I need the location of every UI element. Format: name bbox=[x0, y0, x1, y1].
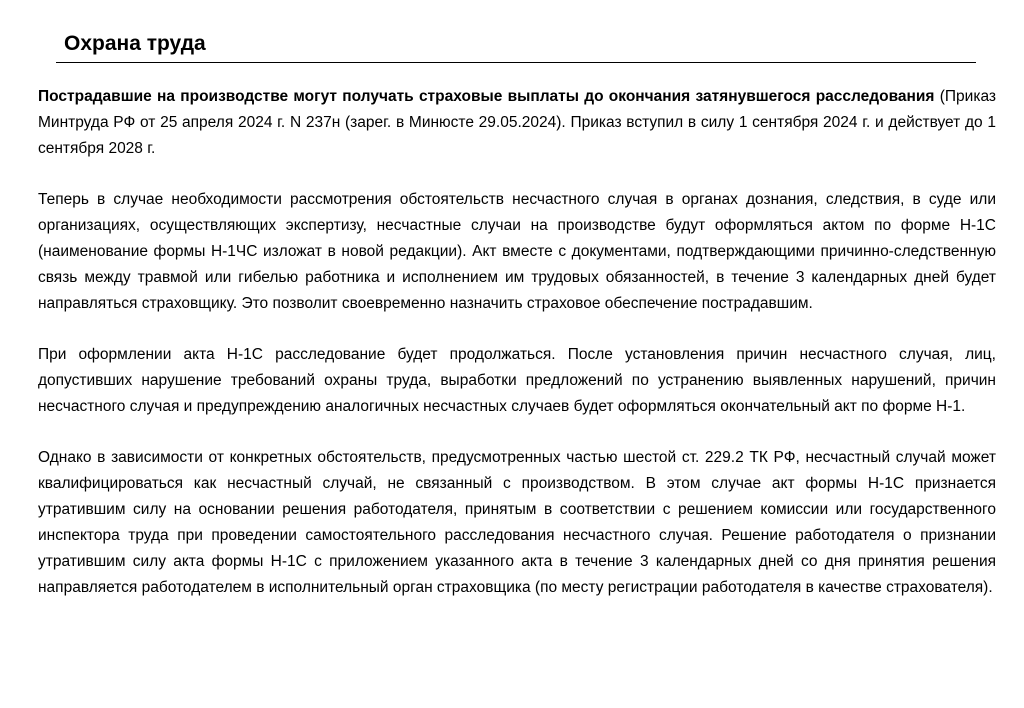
paragraph-intro-text: (Приказ Минтруда РФ от 25 апреля 2024 г. N 237н (зарег. в Минюсте 29.05.2024). Приказ вступил в силу 1 сентября 2024 г. и действует до 1 сентября 2028 г. bbox=[38, 88, 996, 157]
document-body bbox=[38, 84, 996, 601]
paragraph-exception: Однако в зависимости от конкретных обстоятельств, предусмотренных частью шестой ст. 229.2 ТК РФ, несчастный случай может квалифицироваться как несчастный случай, не связанный с производством. В этом случае акт формы Н-1С признается утратившим силу на основании решения работодателя, принятым в соответствии с решением комиссии или государственного инспектора труда при проведении самостоятельного расследования несчастного случая. Решение работодателя о признании утратившим силу акта формы Н-1С с приложением указанного акта в течение 3 календарных дней со дня принятия решения направляется работодателем в исполнительный орган страховщика (по месту регистрации работодателя в качестве страхователя). bbox=[38, 449, 996, 596]
page-title: Охрана труда bbox=[64, 32, 206, 55]
paragraph-procedure: Теперь в случае необходимости рассмотрения обстоятельств несчастного случая в органах дознания, следствия, в суде или организациях, осуществляющих экспертизу, несчастные случаи на производстве будут оформляться актом по форме Н-1С (наименование формы Н-1ЧС изложат в новой редакции). Акт вместе с документами, подтверждающими причинно-следственную связь между травмой или гибелью работника и исполнением им трудовых обязанностей, в течение 3 календарных дней будет направляться страховщику. Это позволит своевременно назначить страховое обеспечение пострадавшим. bbox=[38, 191, 996, 312]
paragraph-intro-headline: Пострадавшие на производстве могут получать страховые выплаты до окончания затянувшегося расследования bbox=[38, 88, 935, 105]
title-divider bbox=[56, 62, 976, 63]
paragraph-continuation: При оформлении акта Н-1С расследование будет продолжаться. После установления причин несчастного случая, лиц, допустивших нарушение требований охраны труда, выработки предложений по устранению выявленных нарушений, причин несчастного случая и предупреждению аналогичных несчастных случаев будет оформляться окончательный акт по форме Н-1. bbox=[38, 346, 996, 415]
paragraph-intro bbox=[38, 84, 996, 162]
